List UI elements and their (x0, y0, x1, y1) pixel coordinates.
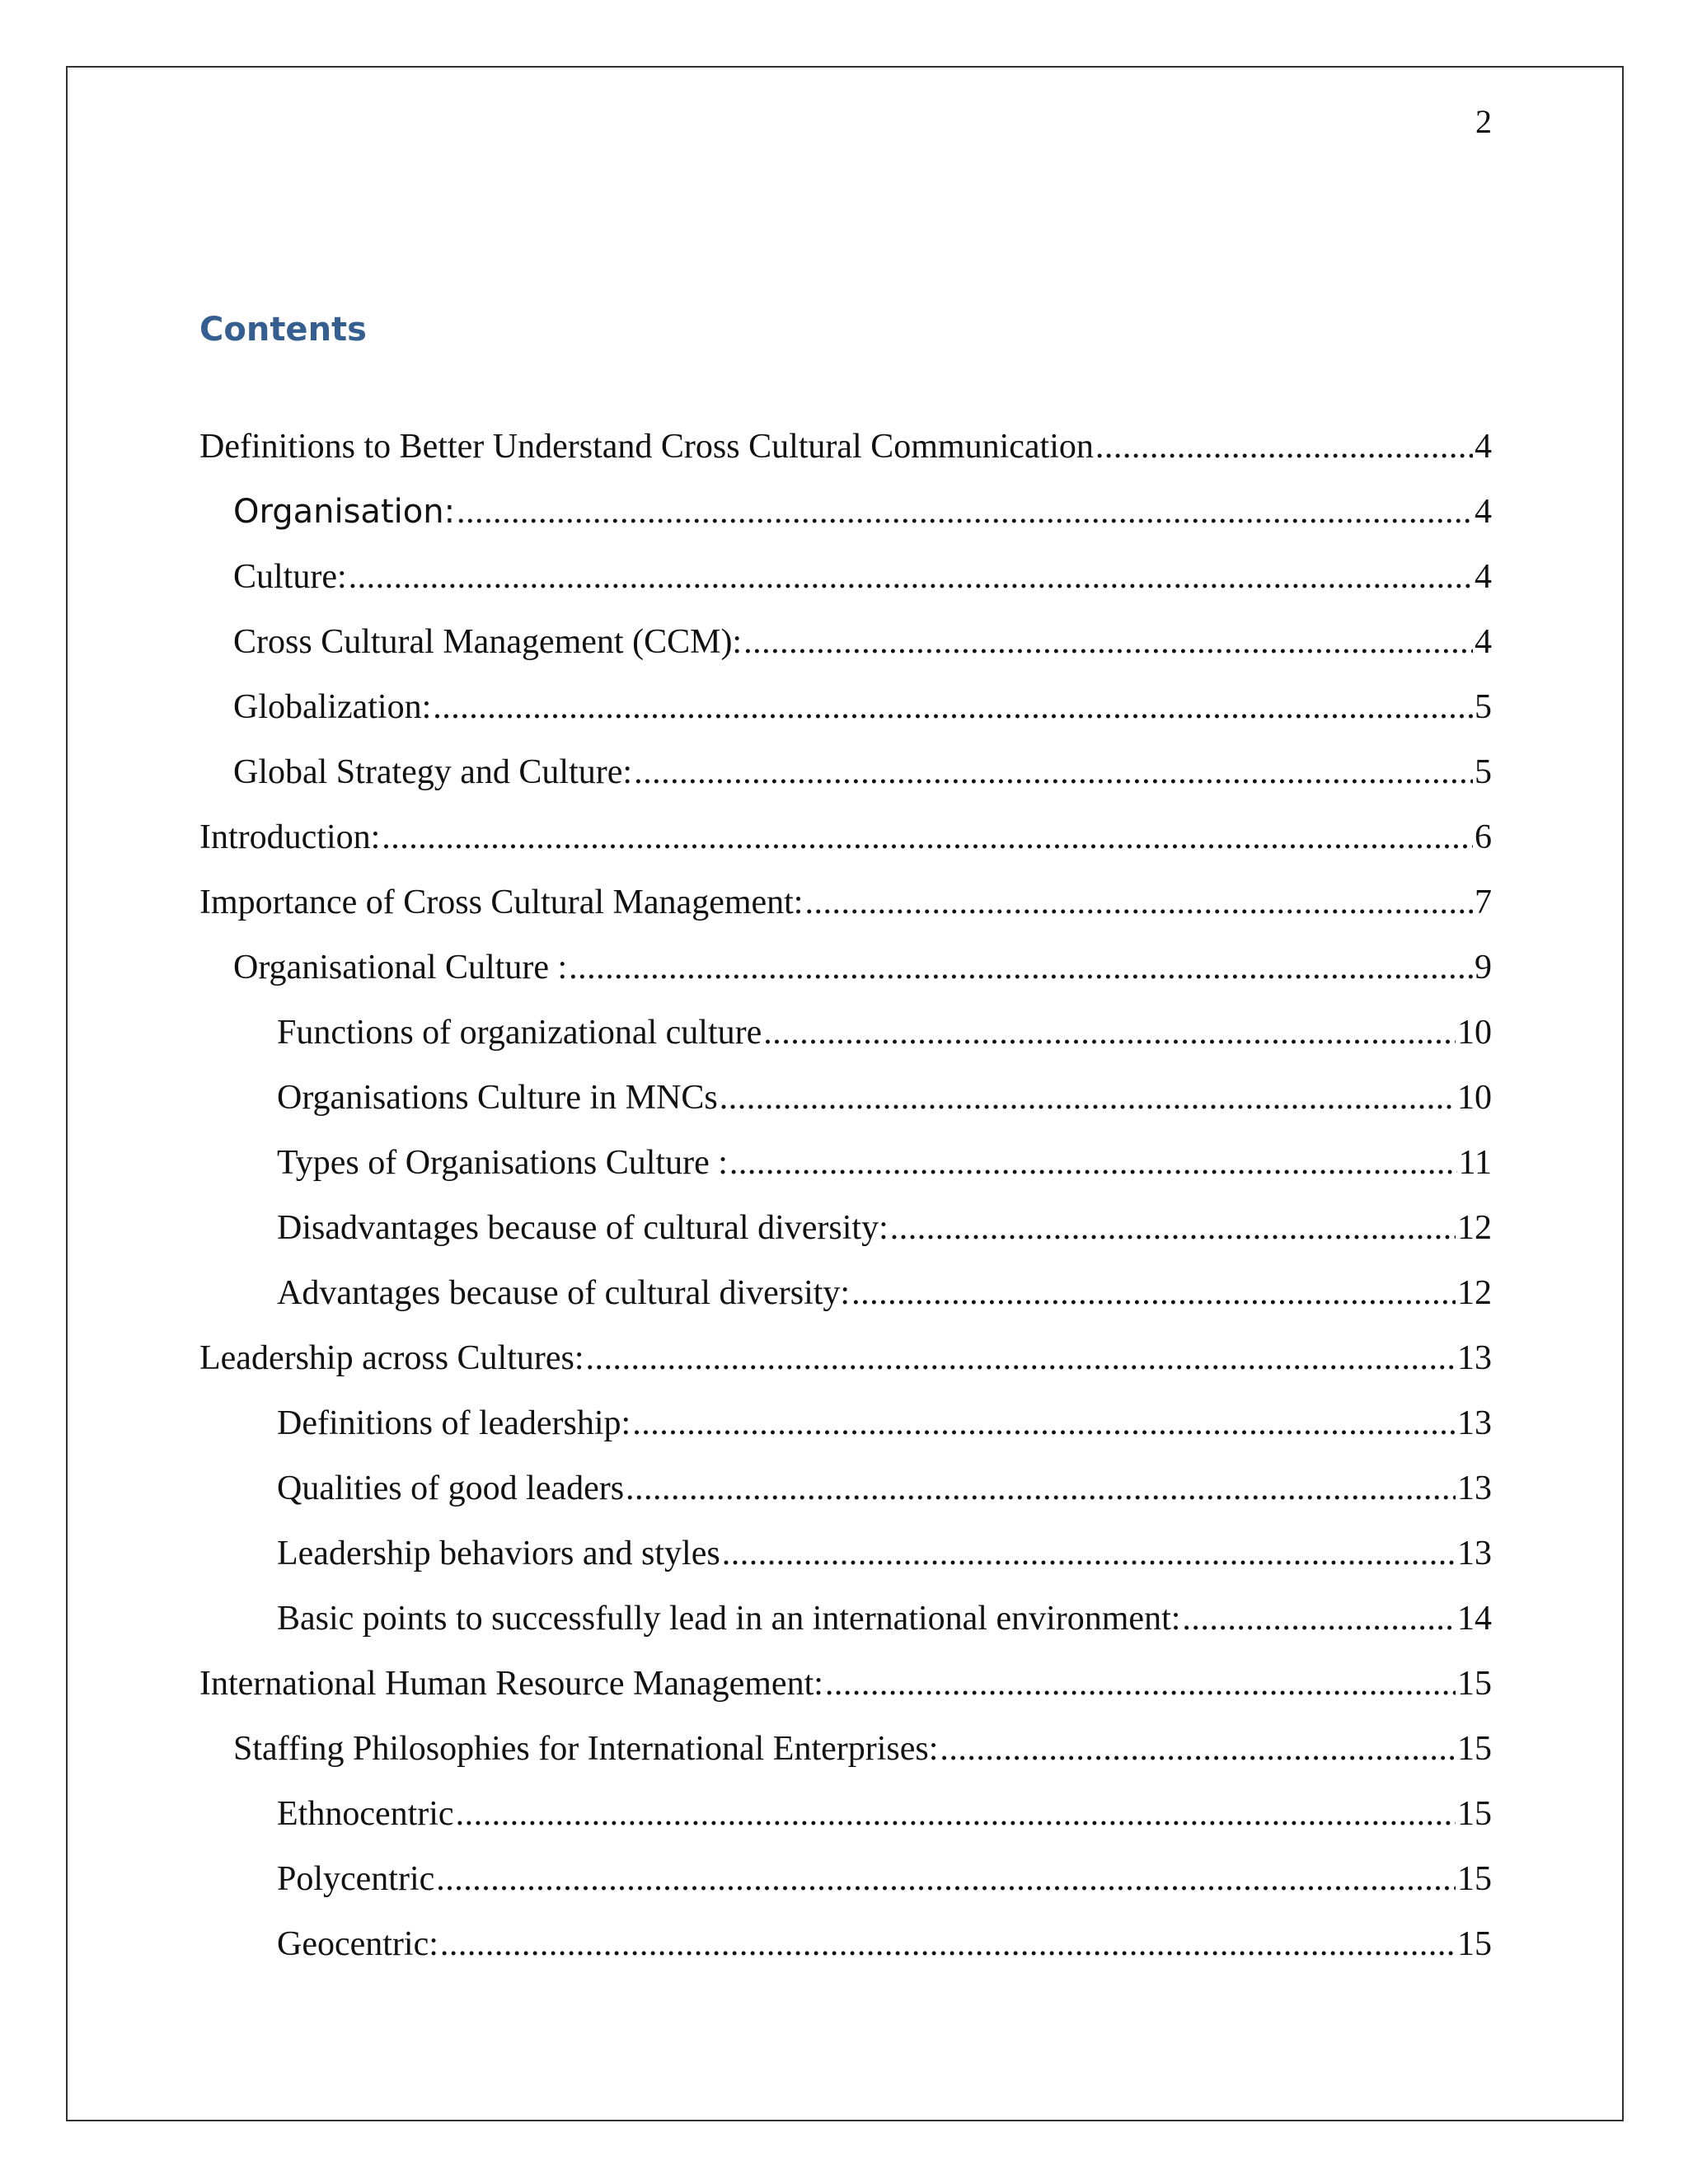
toc-entry-qualities-leaders[interactable] (199, 1465, 1492, 1530)
toc-entry-geocentric[interactable] (199, 1921, 1492, 1986)
toc-entry-title: Functions of organizational culture (277, 1014, 762, 1052)
toc-entry-title: Definitions of leadership: (277, 1404, 631, 1442)
toc-entry-page: 15 (1457, 1925, 1492, 1963)
toc-entry-page: 11 (1458, 1144, 1492, 1182)
toc-entry-definitions-leadership[interactable] (199, 1400, 1492, 1465)
toc-entry-basic-points[interactable] (199, 1596, 1492, 1661)
toc-entry-globalization[interactable] (199, 684, 1492, 749)
toc-dot-leader (1182, 1596, 1456, 1642)
toc-dot-leader (440, 1921, 1456, 1967)
toc-entry-page: 15 (1457, 1665, 1492, 1703)
toc-entry-title: Organisations Culture in MNCs (277, 1079, 718, 1117)
toc-entry-global-strategy[interactable] (199, 749, 1492, 814)
toc-entry-title: Global Strategy and Culture: (233, 753, 633, 791)
toc-entry-culture[interactable] (199, 554, 1492, 619)
toc-dot-leader (586, 1335, 1456, 1381)
toc-entry-title: International Human Resource Management: (199, 1665, 823, 1703)
toc-entry-title: Staffing Philosophies for International Enterprises: (233, 1730, 939, 1768)
toc-entry-ethnocentric[interactable] (199, 1791, 1492, 1856)
toc-dot-leader (349, 554, 1473, 600)
toc-entry-page: 13 (1457, 1339, 1492, 1377)
toc-entry-culture-mncs[interactable] (199, 1075, 1492, 1140)
toc-dot-leader (569, 944, 1473, 991)
toc-entry-page: 4 (1475, 558, 1492, 596)
toc-entry-leadership[interactable] (199, 1335, 1492, 1400)
toc-entry-page: 12 (1457, 1274, 1492, 1312)
toc-entry-title: Basic points to successfully lead in an international environment: (277, 1600, 1181, 1638)
toc-entry-page: 4 (1475, 428, 1492, 466)
toc-entry-definitions[interactable] (199, 424, 1492, 489)
toc-entry-page: 5 (1475, 688, 1492, 726)
page-number: 2 (1475, 103, 1492, 140)
toc-entry-disadvantages[interactable] (199, 1205, 1492, 1270)
toc-entry-title: Definitions to Better Understand Cross Cultural Communication (199, 428, 1094, 466)
toc-entry-organisational-culture[interactable] (199, 944, 1492, 1010)
toc-entry-title: Importance of Cross Cultural Management: (199, 883, 804, 921)
toc-entry-title: Geocentric: (277, 1925, 438, 1963)
toc-entry-importance-ccm[interactable] (199, 879, 1492, 944)
toc-entry-title: Introduction: (199, 818, 381, 856)
toc-dot-leader (456, 1791, 1456, 1837)
toc-entry-staffing[interactable] (199, 1726, 1492, 1791)
toc-dot-leader (457, 489, 1473, 535)
toc-entry-title: Globalization: (233, 688, 432, 726)
toc-entry-page: 10 (1457, 1014, 1492, 1052)
toc-dot-leader (743, 619, 1473, 665)
toc-entry-leadership-styles[interactable] (199, 1530, 1492, 1596)
toc-dot-leader (433, 684, 1473, 730)
toc-entry-page: 12 (1457, 1209, 1492, 1247)
toc-dot-leader (720, 1075, 1456, 1121)
toc-entry-title: Qualities of good leaders (277, 1469, 625, 1507)
toc-dot-leader (722, 1530, 1456, 1577)
toc-entry-title: Ethnocentric (277, 1795, 454, 1833)
toc-entry-page: 13 (1457, 1404, 1492, 1442)
toc-entry-ihrm[interactable] (199, 1661, 1492, 1726)
toc-entry-page: 4 (1475, 493, 1492, 531)
toc-entry-title: Types of Organisations Culture : (277, 1144, 728, 1182)
toc-entry-title: Organisational Culture : (233, 949, 568, 987)
toc-entry-title: Advantages because of cultural diversity: (277, 1274, 851, 1312)
toc-entry-page: 14 (1457, 1600, 1492, 1638)
toc-entry-page: 13 (1457, 1469, 1492, 1507)
toc-dot-leader (940, 1726, 1456, 1772)
toc-entry-page: 15 (1457, 1795, 1492, 1833)
toc-entry-page: 6 (1475, 818, 1492, 856)
toc-entry-types-culture[interactable] (199, 1140, 1492, 1205)
toc-entry-page: 15 (1457, 1730, 1492, 1768)
toc-entry-title: Leadership behaviors and styles (277, 1535, 720, 1572)
toc-entry-title: Organisation: (233, 493, 456, 531)
toc-dot-leader (436, 1856, 1456, 1902)
toc-dot-leader (382, 814, 1473, 860)
toc-entry-ccm[interactable] (199, 619, 1492, 684)
toc-dot-leader (851, 1270, 1456, 1316)
toc-entry-page: 9 (1475, 949, 1492, 987)
toc-entry-title: Cross Cultural Management (CCM): (233, 623, 743, 661)
toc-entry-functions-culture[interactable] (199, 1010, 1492, 1075)
toc-dot-leader (1095, 424, 1473, 470)
toc-dot-leader (729, 1140, 1457, 1186)
toc-dot-leader (634, 749, 1473, 795)
toc-entry-title: Leadership across Cultures: (199, 1339, 584, 1377)
table-of-contents (199, 424, 1492, 1986)
toc-dot-leader (804, 879, 1473, 926)
toc-entry-polycentric[interactable] (199, 1856, 1492, 1921)
toc-dot-leader (626, 1465, 1456, 1511)
toc-dot-leader (763, 1010, 1456, 1056)
contents-heading: Contents (199, 311, 367, 349)
toc-entry-page: 7 (1475, 883, 1492, 921)
toc-entry-page: 5 (1475, 753, 1492, 791)
toc-entry-title: Disadvantages because of cultural diversity: (277, 1209, 889, 1247)
toc-entry-page: 10 (1457, 1079, 1492, 1117)
toc-entry-introduction[interactable] (199, 814, 1492, 879)
toc-entry-organisation[interactable] (199, 489, 1492, 554)
toc-entry-page: 4 (1475, 623, 1492, 661)
toc-entry-title: Culture: (233, 558, 347, 596)
toc-dot-leader (825, 1661, 1456, 1707)
toc-entry-page: 15 (1457, 1860, 1492, 1898)
toc-entry-title: Polycentric (277, 1860, 435, 1898)
toc-entry-advantages[interactable] (199, 1270, 1492, 1335)
toc-dot-leader (632, 1400, 1456, 1446)
toc-dot-leader (890, 1205, 1456, 1251)
toc-entry-page: 13 (1457, 1535, 1492, 1572)
